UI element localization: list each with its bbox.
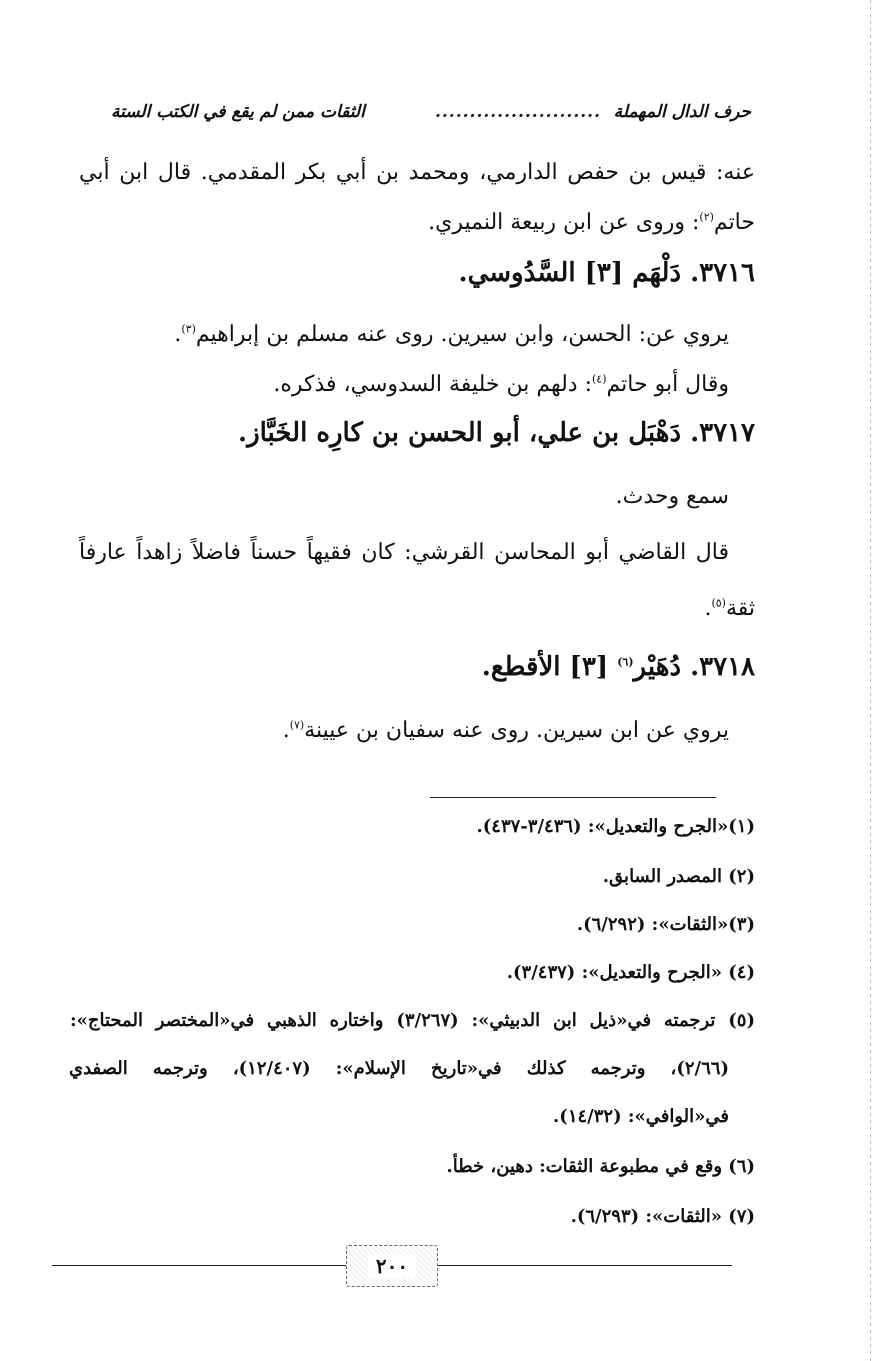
- text: .: [282, 718, 290, 743]
- body-line: [428, 210, 755, 235]
- footnote: (٦) وقع في مطبوعة الثقات: دهين، خطأ.: [446, 1156, 755, 1177]
- footnote-ref: (٦): [617, 655, 634, 669]
- footnote-ref: (٤): [592, 372, 607, 386]
- entry-title-3717: ٣٧١٧. دَهْبَل بن علي، أبو الحسن بن كارِه الخَبَّاز.: [238, 418, 755, 448]
- body-line: [283, 718, 729, 743]
- text: ثقة: [725, 596, 755, 621]
- running-header: [111, 98, 751, 130]
- footnote-ref: (٧): [289, 718, 305, 732]
- footnote: (٣)«الثقات»: (٦/٢٩٢).: [576, 914, 755, 935]
- text: : وروى عن ابن ربيعة النميري.: [428, 210, 700, 235]
- text: : دلهم بن خليفة السدوسي، فذكره.: [273, 372, 592, 397]
- footnote-separator: [430, 797, 716, 798]
- body-line: قال القاضي أبو المحاسن القرشي: كان فقيهاً حسناً فاضلاً زاهداً عارفاً: [79, 540, 729, 565]
- body-line: عنه: قيس بن حفص الدارمي، ومحمد بن أبي بكر المقدمي. قال ابن أبي: [79, 160, 755, 185]
- text: حاتم: [713, 210, 755, 235]
- footnote: (٥) ترجمته في«ذيل ابن الدبيثي»: (٣/٢٦٧) واختاره الذهبي في«المختصر المحتاج»:: [70, 1010, 755, 1031]
- footnote: في«الوافي»: (١٤/٣٢).: [553, 1106, 729, 1127]
- footnote: (٧) «الثقات»: (٦/٢٩٣).: [570, 1206, 755, 1227]
- header-dots: ........................: [434, 102, 601, 122]
- footnote: (٤) «الجرح والتعديل»: (٣/٤٣٧).: [506, 962, 755, 983]
- body-line: [174, 322, 729, 347]
- page-number: ٢٠٠: [368, 1254, 416, 1278]
- page-number-box: [346, 1245, 438, 1287]
- text: يروي عن: الحسن، وابن سيرين. روى عنه مسلم بن إبراهيم: [195, 322, 729, 347]
- footnote-ref: (٣): [181, 322, 196, 336]
- header-chapter: حرف الدال المهملة: [613, 102, 751, 122]
- footnote: (٢) المصدر السابق.: [602, 866, 755, 887]
- text: .: [704, 596, 712, 621]
- header-book-title: الثقات ممن لم يقع في الكتب الستة: [111, 102, 365, 122]
- entry-title-3718: [482, 652, 755, 682]
- page-edge-decoration: [870, 0, 871, 1361]
- footnote-ref: (٢): [699, 210, 714, 224]
- entry-title-3716: ٣٧١٦. دَلْهَم [٣] السَّدُوسي.: [458, 258, 755, 288]
- body-line: سمع وحدث.: [615, 484, 729, 509]
- footnote: (١)«الجرح والتعديل»: (٣/٤٣٦-٤٣٧).: [476, 816, 755, 837]
- text: .: [174, 322, 182, 347]
- body-line: [273, 372, 729, 397]
- text: وقال أبو حاتم: [606, 372, 729, 397]
- text: يروي عن ابن سيرين. روى عنه سفيان بن عيينة: [304, 718, 729, 743]
- footnote-ref: (٥): [711, 596, 726, 610]
- text: [٣] الأقطع.: [481, 652, 618, 682]
- text: ٣٧١٨. دُهَيْر: [633, 652, 755, 682]
- footnote: (٢/٦٦)، وترجمه كذلك في«تاريخ الإسلام»: (١٢/٤٠٧)، وترجمه الصفدي: [69, 1058, 729, 1079]
- body-line: [704, 596, 755, 621]
